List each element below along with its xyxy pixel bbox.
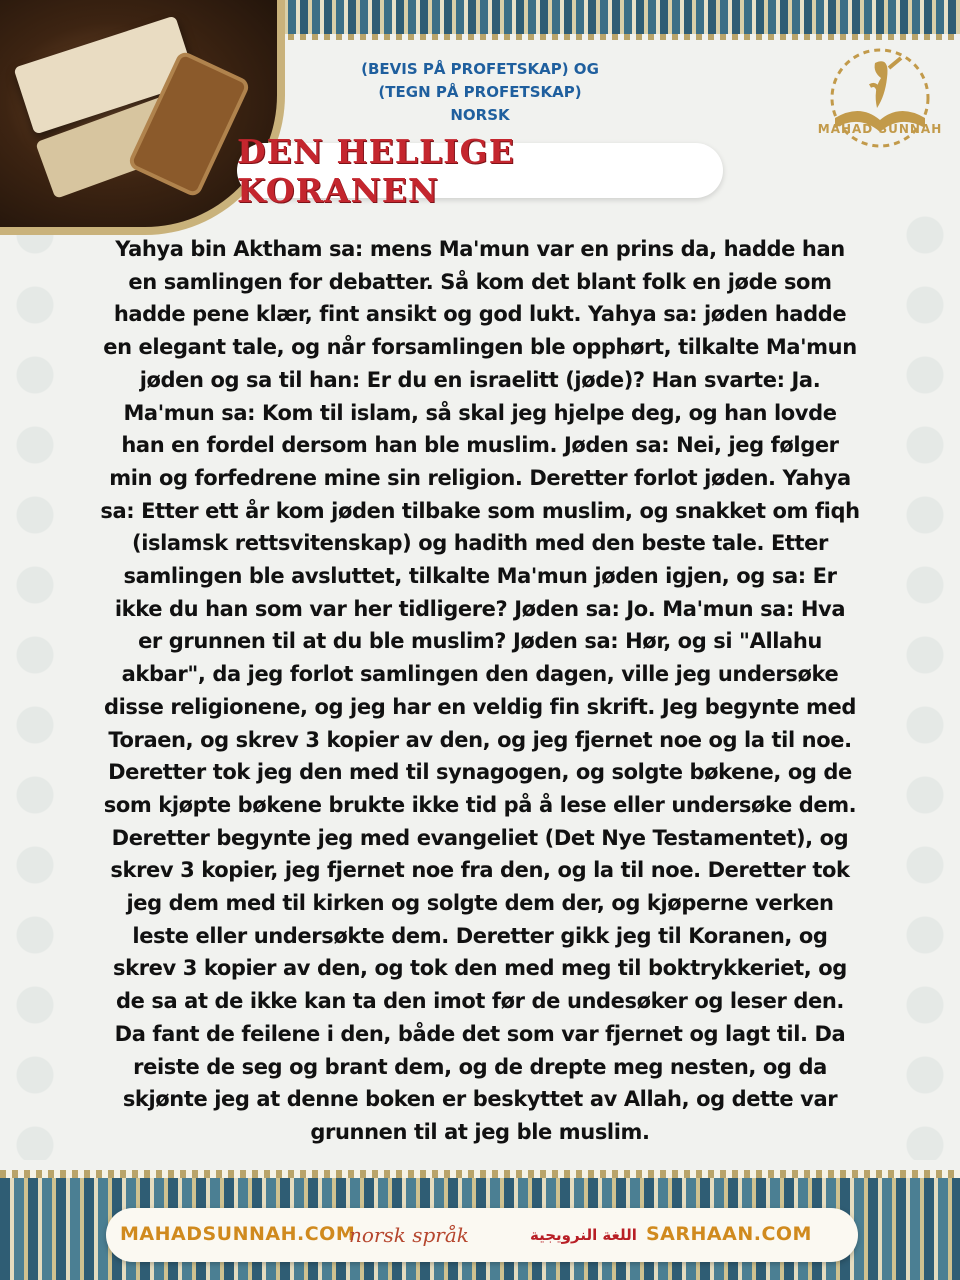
story-paragraph: Yahya bin Aktham sa: mens Ma'mun var en prins da, hadde han en samlingen for debatter. Så kom det blant folk en jøde som hadde pene klær, fint ansikt og god lukt. Yahya sa: jøden hadde en elegant tale, og når forsamlingen ble opphørt, tilkalte Ma'mun jøden og sa til han: Er du en israelitt (jøde)? Han svarte: Ja. Ma'mun sa: Kom til islam, så skal jeg hjelpe deg, og han lovde han en fordel dersom han ble muslim. Jøden sa: Nei, jeg følger min og forfedrene mine sin religion. Deretter forlot jøden. Yahya sa: Etter ett år kom jøden tilbake som muslim, og snakket om fiqh (islamsk rettsvitenskap) og hadith med den beste tale. Etter samlingen ble avsluttet, tilkalte Ma'mun jøden igjen, og sa: Er ikke du han som var her tidligere? Jøden sa: Jo. Ma'mun sa: Hva er grunnen til at du ble muslim? Jøden sa: Hør, og si "Allahu akbar", da jeg forlot samlingen den dagen, ville jeg undersøke disse religionene, og jeg har en veldig fin skrift. Jeg begynte med Toraen, og skrev 3 kopier av den, og jeg fjernet noe og la til noe. Deretter tok jeg den med til synagogen, og solgte bøkene, og de som kjøpte bøkene brukte ikke tid på å lese eller undersøke dem. Deretter begynte jeg med evangeliet (Det Nye Testamentet), og skrev 3 kopier, jeg fjernet noe fra den, og la til noe. Deretter tok jeg dem med til kirken og solgte dem der, og kjøperne verken leste eller undersøkte dem. Deretter gikk jeg til Koranen, og skrev 3 kopier av den, og tok den med meg til boktrykkeriet, og de sa at de ikke kan ta den imot før de undesøker og leser den. Da fant de feilene i den, både det som var fjernet og lagt til. Da reiste de seg og brant dem, og de drepte meg nesten, og da skjønte jeg at denne boken er beskyttet av Allah, og dette var grunnen til at jeg ble muslim. xyxy=(100,237,860,1144)
footer-banner xyxy=(106,1208,858,1262)
logo-label: MAHAD SUNNAH xyxy=(817,122,943,136)
footer-site-sarhaan[interactable]: SARHAAN.COM xyxy=(646,1223,812,1245)
open-book-calligraphy-icon xyxy=(815,38,945,168)
decorative-pattern-right xyxy=(890,200,960,1160)
subtitle-line-1: (BEVIS PÅ PROFETSKAP) OG xyxy=(361,60,599,78)
subtitle-line-3: NORSK xyxy=(450,106,510,124)
subtitle-line-2: (TEGN PÅ PROFETSKAP) xyxy=(378,83,582,101)
footer-site-mahadsunnah[interactable]: MAHADSUNNAH.COM xyxy=(120,1223,356,1245)
page-subtitle xyxy=(300,58,660,127)
footer-language-label: norsk språk xyxy=(349,1223,469,1247)
title-banner xyxy=(237,131,723,210)
page-title: DEN HELLIGE KORANEN xyxy=(237,131,515,210)
mahad-sunnah-logo xyxy=(815,38,945,158)
footer-arabic-label: اللغة النرويجية xyxy=(530,1226,637,1244)
decorative-pattern-left xyxy=(0,200,70,1160)
